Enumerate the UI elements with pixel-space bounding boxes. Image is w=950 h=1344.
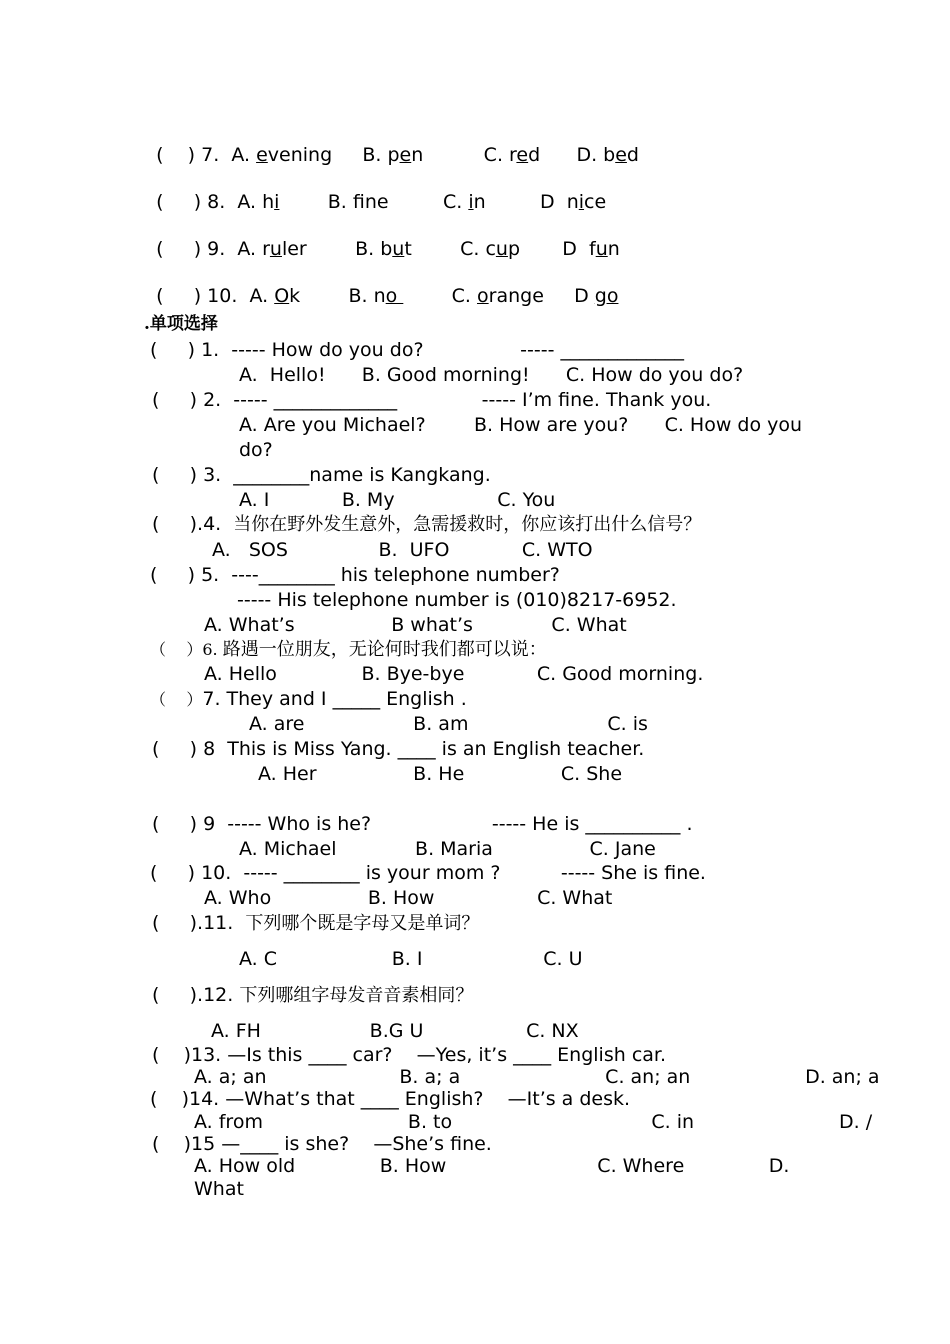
question-13-options: A. a; an B. a; a C. an; an D. an; a [194, 1066, 880, 1088]
underlined-letter: e [615, 144, 627, 166]
option-text: ne [364, 191, 443, 213]
question-2 [152, 391, 711, 410]
question-14: ( )14. —What’s that ____ English? —It’s a desk. [150, 1088, 631, 1110]
question-8-options: A. Her B. He C. She [258, 763, 623, 785]
underlined-letter: e [256, 144, 268, 166]
option-text: ce [584, 191, 607, 213]
option-text: d [626, 144, 639, 166]
underlined-letter: e [516, 144, 529, 166]
underlined-letter: u [595, 238, 608, 260]
option-text [403, 285, 451, 307]
question-stem: 7. They and I _____ English . [202, 688, 467, 710]
question-number: ( ).4. [152, 513, 234, 535]
question-6-options: A. Hello B. Bye-bye C. Good morning. [204, 663, 704, 685]
question-stem: ( ) 2. ----- [152, 389, 268, 411]
question-stem: 下列哪个既是字母又是单词？ [245, 913, 480, 934]
question-2-options: A. Are you Michael? B. How are you? C. How do you [239, 414, 803, 436]
question-15-options-cont: What [194, 1178, 244, 1200]
underlined-letter: i [274, 191, 280, 213]
section-title: .单项选择 [144, 314, 218, 334]
phonics-row-8 [144, 174, 606, 212]
question-stem: 路遇一位朋友，无论何时我们都可以说： [222, 639, 547, 660]
question-7-options: A. are B. am C. is [249, 713, 648, 735]
question-1 [150, 341, 684, 360]
answer-blank: _____________ [560, 339, 684, 361]
question-12 [152, 986, 473, 1005]
question-number: ( ).12. [152, 984, 240, 1006]
question-13: ( )13. —Is this ____ car? —Yes, it’s ____ English car. [152, 1044, 667, 1066]
option-text: d [528, 144, 577, 166]
question-stem: 下列哪组字母发音音素相同？ [239, 985, 474, 1006]
option-text: t [404, 238, 461, 260]
option-text: n [411, 144, 484, 166]
phonics-row-9 [144, 221, 620, 259]
question-5-options: A. What’s B what’s C. What [204, 614, 627, 636]
phonics-row-7 [144, 127, 639, 165]
underlined-letter: i [578, 191, 585, 213]
phonics-row-10 [144, 268, 618, 306]
option-text: n [473, 191, 540, 213]
question-5-answer: ----- His telephone number is (010)8217-6952. [237, 589, 677, 611]
option-text: h [262, 191, 275, 213]
question-14-options: A. from B. to C. in D. / [194, 1111, 873, 1133]
question-10-options: A. Who B. How C. What [204, 887, 613, 909]
answer-blank: _____________ [273, 389, 398, 411]
option-text: k [289, 285, 349, 307]
option-text: C. [451, 285, 478, 307]
underlined-letter: O [274, 285, 290, 307]
underlined-letter: e [399, 144, 412, 166]
underlined-letter: i [468, 191, 474, 213]
question-4-options: A. SOS B. UFO C. WTO [212, 539, 593, 561]
question-15-options: A. How old B. How C. Where D. [194, 1155, 790, 1177]
option-text: D f [562, 238, 596, 260]
question-number: ( ) 10. A. [156, 285, 275, 307]
option-text: B. f [327, 191, 365, 213]
option-text: vening [267, 144, 363, 166]
question-number: ( ) 8. A. [156, 191, 263, 213]
underlined-letter: o [477, 285, 489, 307]
question-8: ( ) 8 This is Miss Yang. ____ is an English teacher. [152, 738, 645, 760]
question-11 [152, 914, 479, 933]
option-text: C. c [460, 238, 496, 260]
option-text: ler [281, 238, 356, 260]
question-2-options-cont: do? [239, 439, 273, 461]
question-1-options: A. Hello! B. Good morning! C. How do you do? [239, 364, 744, 386]
question-12-options: A. FH B.G U C. NX [211, 1020, 579, 1042]
question-6 [150, 640, 547, 659]
option-text: B. p [362, 144, 400, 166]
question-number: （ ） [150, 690, 203, 709]
option-text: D. b [576, 144, 616, 166]
question-5: ( ) 5. ----________ his telephone number? [150, 564, 560, 586]
option-text: B. n [348, 285, 386, 307]
question-9: ( ) 9 ----- Who is he? ----- He is __________ . [152, 813, 693, 835]
underlined-letter: u [392, 238, 405, 260]
question-number: ( ) 7. A. [156, 144, 257, 166]
question-number: ( ).11. [152, 912, 246, 934]
option-text: B. b [355, 238, 393, 260]
option-text: p [507, 238, 563, 260]
question-7 [150, 690, 467, 709]
question-number: ( ) 9. A. [156, 238, 263, 260]
question-3-options: A. I B. My C. You [239, 489, 556, 511]
option-text: C. r [483, 144, 517, 166]
question-4 [152, 515, 701, 534]
underlined-letter: o [385, 285, 404, 307]
question-9-options: A. Michael B. Maria C. Jane [239, 838, 656, 860]
question-number: （ ）6. [150, 640, 223, 659]
option-text [279, 191, 327, 213]
option-text: D [574, 285, 595, 307]
option-text: D n [540, 191, 579, 213]
option-text: C. [442, 191, 469, 213]
question-stem: ( ) 1. ----- How do you do? ----- [150, 339, 555, 361]
question-3: ( ) 3. ________name is Kangkang. [152, 464, 491, 486]
option-text: n [607, 238, 620, 260]
question-11-options: A. C B. I C. U [239, 948, 583, 970]
question-response: ----- I’m fine. Thank you. [397, 389, 712, 411]
question-stem: 当你在野外发生意外，急需援救时，你应该打出什么信号？ [233, 514, 702, 535]
underlined-letter: u [495, 238, 508, 260]
question-15: ( )15 —____ is she? —She’s fine. [152, 1133, 492, 1155]
option-text: range [488, 285, 575, 307]
question-10: ( ) 10. ----- ________ is your mom ? ----- She is fine. [150, 862, 706, 884]
option-text: r [262, 238, 270, 260]
underlined-letter: go [594, 285, 619, 307]
underlined-letter: u [269, 238, 282, 260]
